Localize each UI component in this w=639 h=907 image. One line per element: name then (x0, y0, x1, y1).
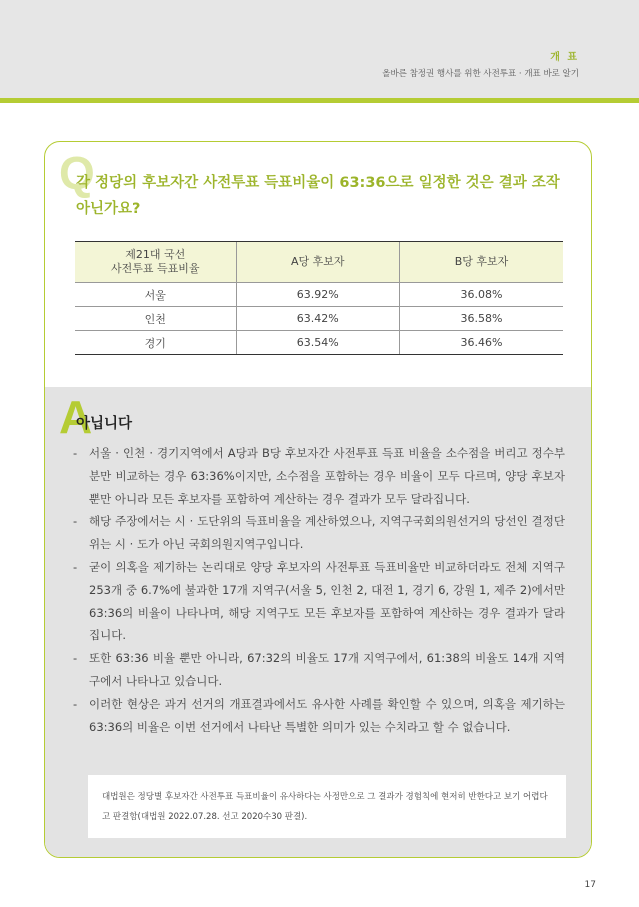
table-header-election (75, 242, 236, 283)
header-divider (0, 98, 639, 103)
table-header-party-b: B당 후보자 (400, 242, 564, 283)
header-band (0, 0, 639, 98)
row-party-b: 36.58% (400, 307, 564, 331)
table-header-row (75, 242, 563, 283)
answer-bullet-list (73, 442, 565, 738)
question-letter: Q (59, 147, 95, 199)
list-item (73, 693, 565, 739)
bullet-dash: - (73, 514, 78, 529)
bullet-text: 또한 63:36 비율 뿐만 아니라, 67:32의 비율도 17개 지역구에서, 61:38의 비율도 14개 지역구에서 나타나고 있습니다. (89, 651, 565, 688)
list-item (73, 442, 565, 510)
row-region: 경기 (75, 331, 236, 355)
row-party-a: 63.92% (236, 283, 399, 307)
row-region: 인천 (75, 307, 236, 331)
list-item (73, 556, 565, 647)
bullet-text: 해당 주장에서는 시 · 도단위의 득표비율을 계산하였으나, 지역구국회의원선거의 당선인 결정단위는 시 · 도가 아닌 국회의원지역구입니다. (89, 514, 565, 552)
court-ruling-note: 대법원은 정당별 후보자간 사전투표 득표비율이 유사하다는 사정만으로 그 결과가 경험칙에 현저히 반한다고 보기 어렵다고 판결함(대법원 2022.07.28. 선고 2020수30 판결). (88, 775, 566, 838)
vote-ratio-table (75, 241, 563, 355)
question-text: 각 정당의 후보자간 사전투표 득표비율이 63:36으로 일정한 것은 결과 조작 아닌가요? (76, 175, 560, 217)
bullet-text: 서울 · 인천 · 경기지역에서 A당과 B당 후보자간 사전투표 득표 비율을 소수점을 버리고 정수부분만 비교하는 경우 63:36%이지만, 소수점을 포함하는 경우 비율이 모두 다르며, 양당 후보자 뿐만 아니라 모든 후보자를 포함하여 계산하는 경우 결과가 모두 달라집니다. (89, 446, 565, 506)
bullet-dash: - (73, 559, 78, 574)
header-line-2: 사전투표 득표비율 (111, 262, 200, 275)
section-subtitle: 올바른 참정권 행사를 위한 사전투표 · 개표 바로 알기 (382, 69, 579, 79)
table-header-party-a: A당 후보자 (236, 242, 399, 283)
table-row (75, 307, 563, 331)
list-item (73, 510, 565, 556)
row-party-a: 63.42% (236, 307, 399, 331)
bullet-dash: - (73, 696, 78, 711)
row-region: 서울 (75, 283, 236, 307)
header-line-1: 제21대 국선 (125, 248, 186, 261)
bullet-text: 이러한 현상은 과거 선거의 개표결과에서도 유사한 사례를 확인할 수 있으며, 의혹을 제기하는 63:36의 비율은 이번 선거에서 나타난 특별한 의미가 있는 수치라고 할 수 없습니다. (89, 696, 565, 734)
bullet-text: 굳이 의혹을 제기하는 논리대로 양당 후보자의 사전투표 득표비율만 비교하더라도 전체 지역구 253개 중 6.7%에 불과한 17개 지역구(서울 5, 인천 2, 대전 1, 경기 6, 강원 1, 제주 2)에서만 63:36의 비율이 나타나며, 해당 지역구도 모든 후보자를 포함하여 계산하는 경우 결과가 달라집니다. (89, 559, 565, 643)
answer-letter: A (59, 391, 93, 443)
table-row (75, 331, 563, 355)
row-party-a: 63.54% (236, 331, 399, 355)
qa-card (44, 141, 592, 858)
bullet-dash: - (73, 651, 78, 666)
row-party-b: 36.08% (400, 283, 564, 307)
page-number: 17 (584, 880, 596, 890)
list-item (73, 647, 565, 693)
table-row (75, 283, 563, 307)
row-party-b: 36.46% (400, 331, 564, 355)
section-title: 개 표 (550, 52, 579, 63)
bullet-dash: - (73, 446, 78, 460)
answer-title: 아닙니다 (76, 416, 133, 432)
